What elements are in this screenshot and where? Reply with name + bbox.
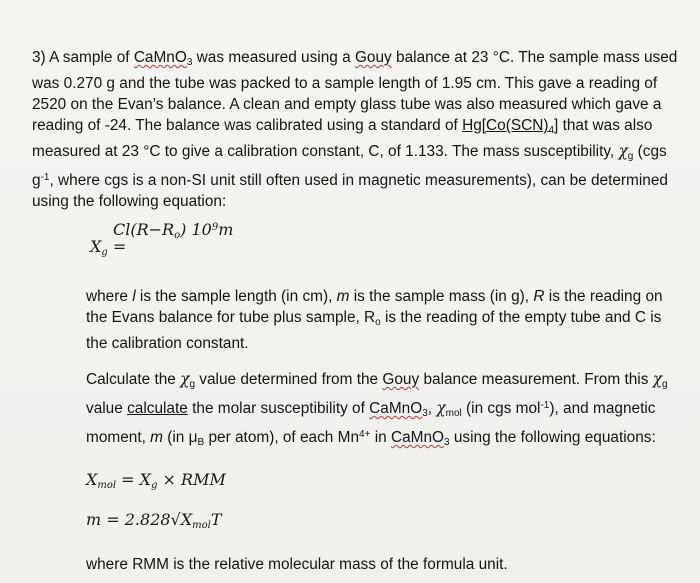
gouy-word: Gouy [354,49,392,66]
equation-3: $m = 2.828√X_{mol}T$ [86,510,222,531]
equation-1-lhs: $X_g$ = [90,237,127,258]
standard-compound: $Hg[Co(SCN)_4]$ [462,117,559,136]
where-paragraph-2: where RMM is the relative molecular mass of the formula unit. [86,556,508,573]
where-paragraph-1: where l is the sample length (in cm), m is the sample mass (in g), R is the reading on the Evans balance for tube plus sample, $R_o$ is the reading of the empty tube and C is the calibration constant. [86,288,663,352]
compound-name: CaMnO$_3$ [133,49,193,68]
question-paragraph: 3) A sample of CaMnO$_3$ was measured using a Gouy balance at 23 °C. The sample mass used was 0.270 g and the tube was packed to a sample length of 1.95 cm. This gave a reading of 2520 on the Evan’s balance. A clean and empty glass tube was also measured which gave a reading of -24. The balance was calibrated using a standard of $Hg[Co(SCN)_4]$ that was also measured at 23 °C to give a calibration constant, C, of 1.133. The mass susceptibility, $\chi_g$ (cgs $g^{-1}$, where cgs is a non-SI unit still often used in magnetic measurements), can be determined using the following equation: [32,49,678,210]
equation-2: $X_{mol} = X_g$ × RMM [86,470,226,491]
calculate-paragraph: Calculate the $\chi_g$ value determined from the Gouy balance measurement. From this $\chi_g$ value calculate the molar susceptibility of CaMnO$_3$, $\chi_{mol}$ (in cgs mol$^{-1}$), and magnetic moment, m (in $\mu_B$ per atom), of each $Mn^{4+}$ in CaMnO$_3$ using the following equations: [86,370,668,448]
equation-1-numerator: $Cl(R-R_o)$ $10^9m$ [113,220,234,241]
